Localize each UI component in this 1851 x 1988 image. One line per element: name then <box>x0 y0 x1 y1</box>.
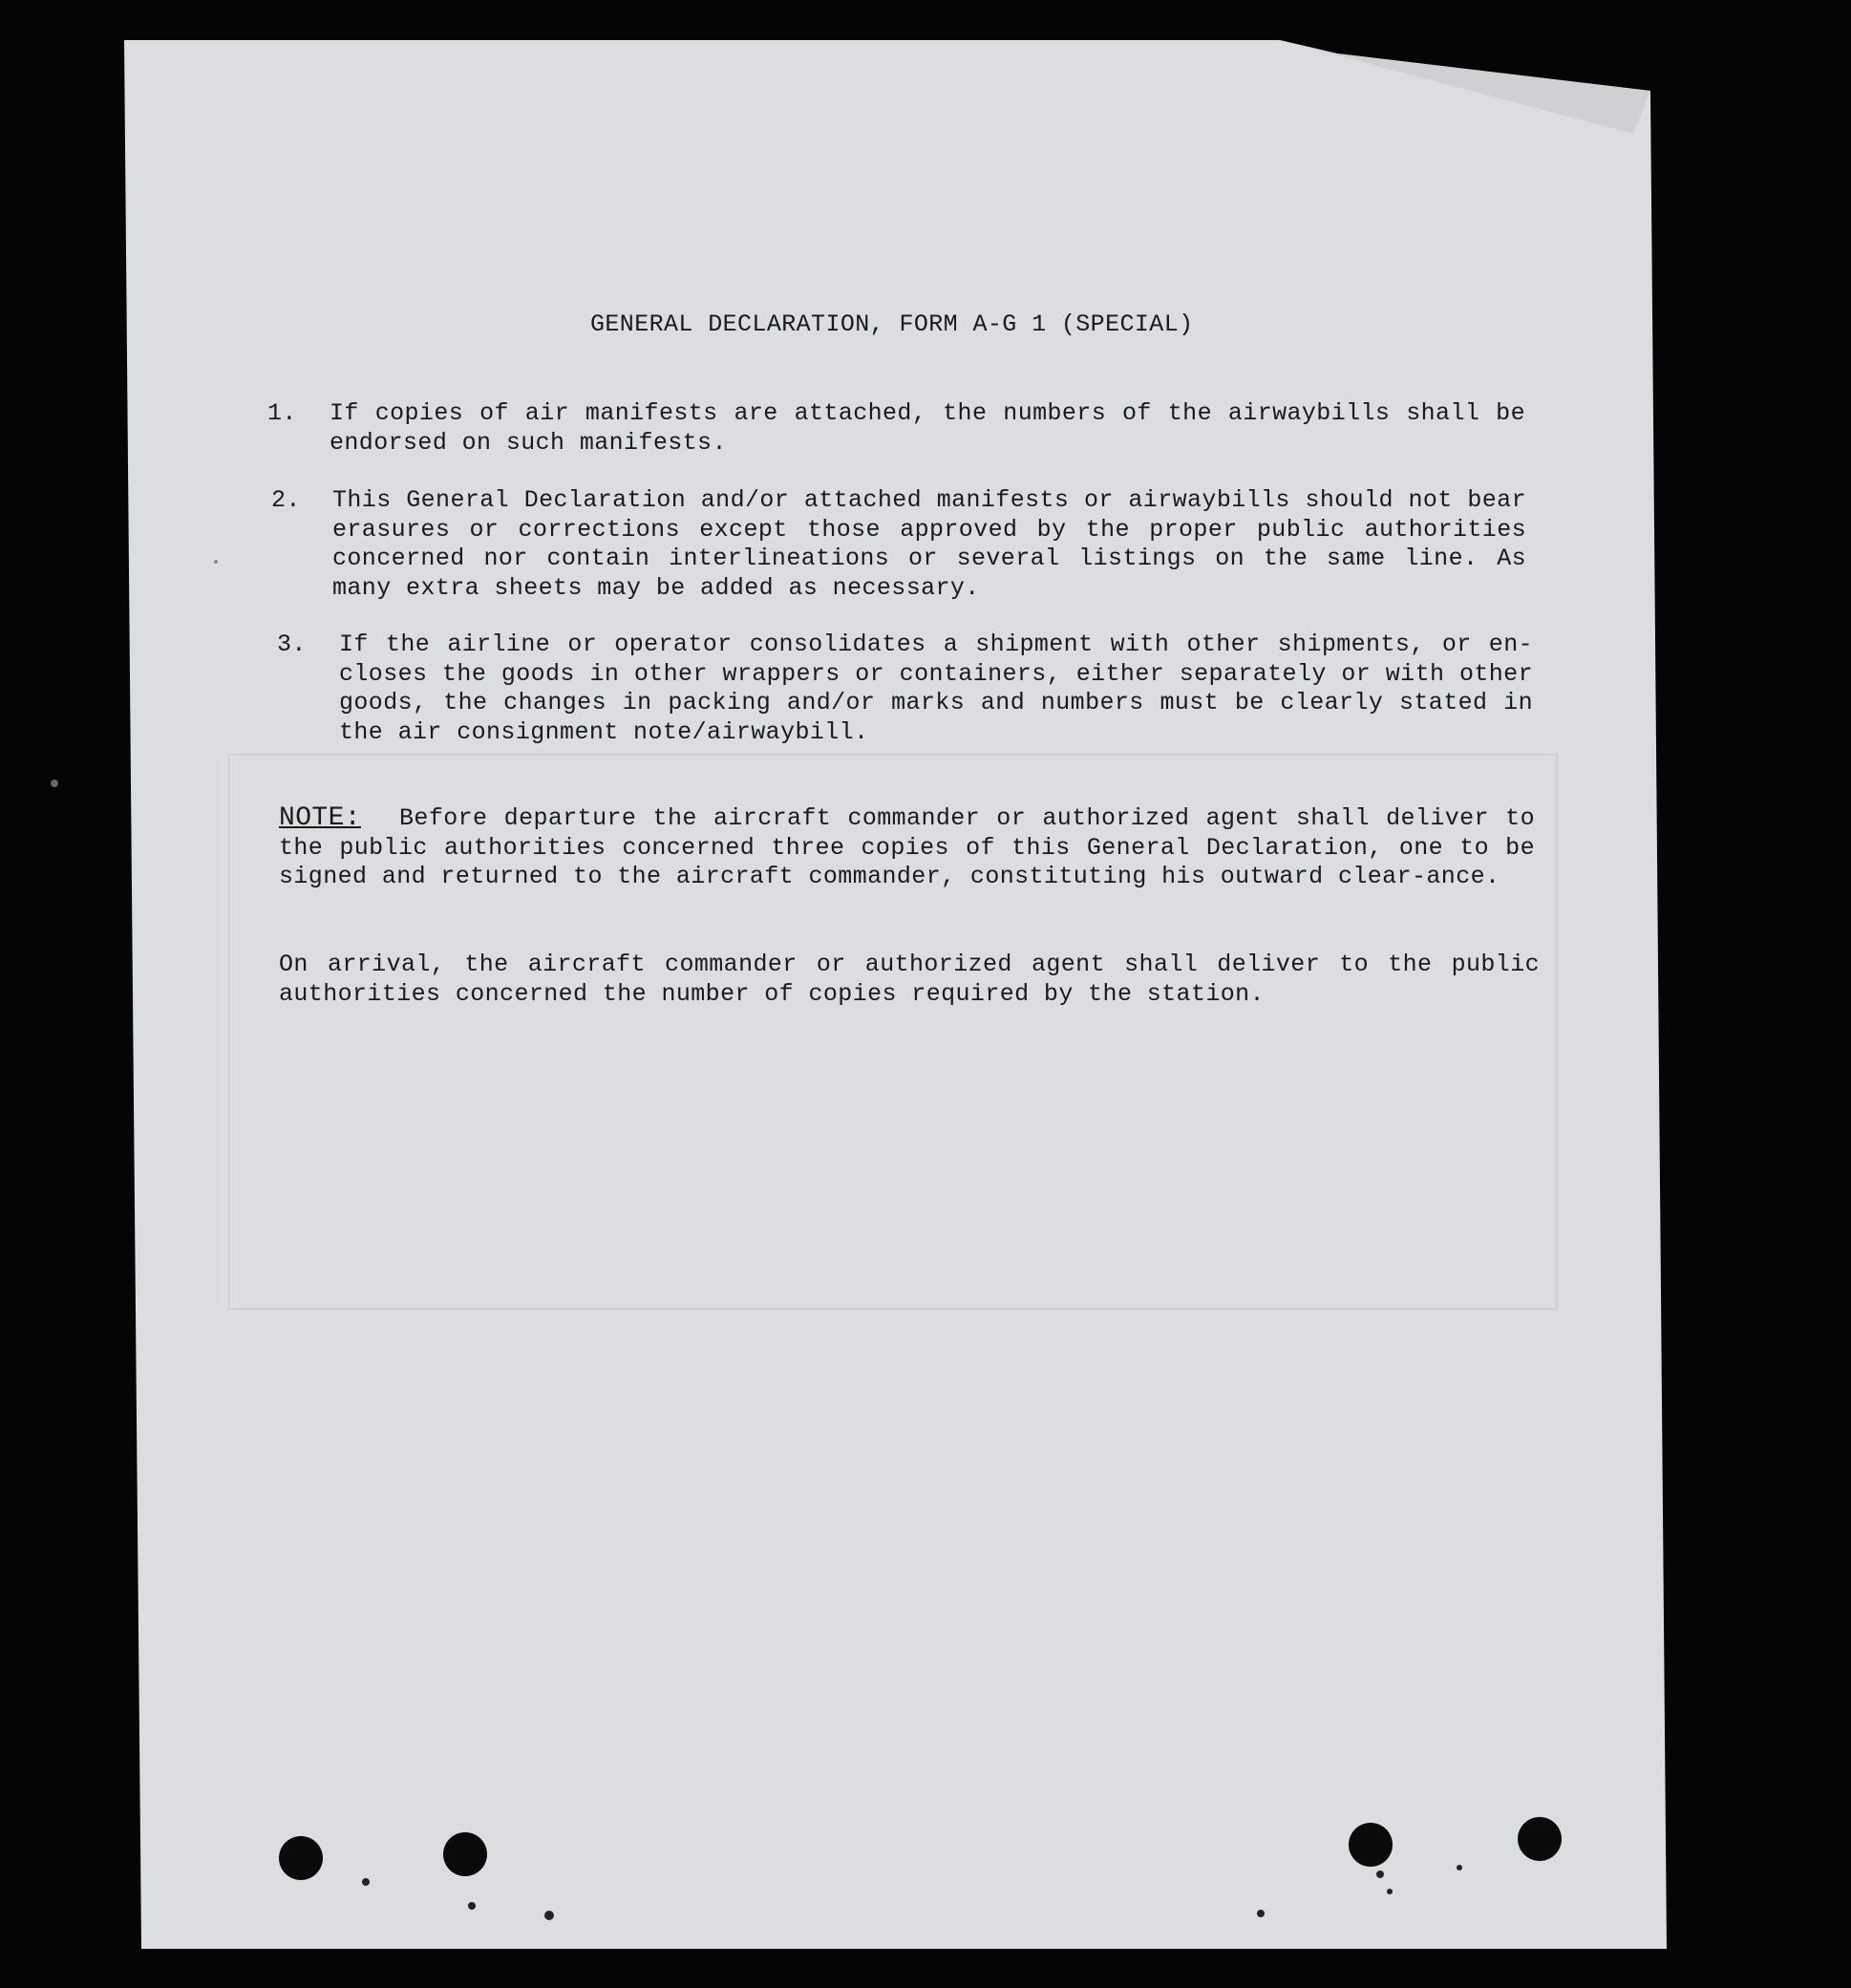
punch-hole-icon <box>1349 1823 1393 1867</box>
note-label: NOTE: <box>279 803 362 833</box>
list-item-number: 1. <box>267 399 297 427</box>
list-item-number: 2. <box>271 486 301 514</box>
list-item-text: This General Declaration and/or attached manifests or airwaybills should not bear erasures or corrections except those approved by the proper public authorities concerned nor contain interlineations or several listings on the same line. As many extra sheets may be added as necessary. <box>332 486 1526 602</box>
speck-icon <box>1257 1910 1265 1917</box>
punch-hole-icon <box>443 1832 487 1876</box>
list-item-number: 3. <box>277 631 307 658</box>
speck-icon <box>1457 1865 1462 1870</box>
punch-hole-icon <box>1518 1817 1562 1861</box>
page-title: GENERAL DECLARATION, FORM A-G 1 (SPECIAL) <box>590 310 1194 338</box>
list-item-text: If the airline or operator consolidates a shipment with other shipments, or en-closes the goods in other wrappers or containers, either separately or with other goods, the changes in packing and/or marks and numbers must be clearly stated in the air consignment note/airwaybill. <box>339 631 1533 746</box>
punch-hole-icon <box>279 1836 323 1880</box>
speck-icon <box>362 1878 370 1886</box>
note-paragraph <box>279 804 1535 892</box>
speck-icon <box>51 780 58 787</box>
speck-icon <box>214 560 218 564</box>
speck-icon <box>544 1911 554 1920</box>
speck-icon <box>1376 1870 1384 1878</box>
note-text: Before departure the aircraft commander or authorized agent shall deliver to the public authorities concerned three copies of this General Declaration, one to be signed and returned to the aircraft commander, constituting his outward clear-ance. <box>279 804 1535 890</box>
arrival-paragraph: On arrival, the aircraft commander or authorized agent shall deliver to the public authorities concerned the number of copies required by the station. <box>279 951 1540 1008</box>
speck-icon <box>468 1902 476 1910</box>
speck-icon <box>1387 1889 1393 1894</box>
list-item-text: If copies of air manifests are attached, the numbers of the airwaybills shall be endorsed on such manifests. <box>330 399 1525 457</box>
